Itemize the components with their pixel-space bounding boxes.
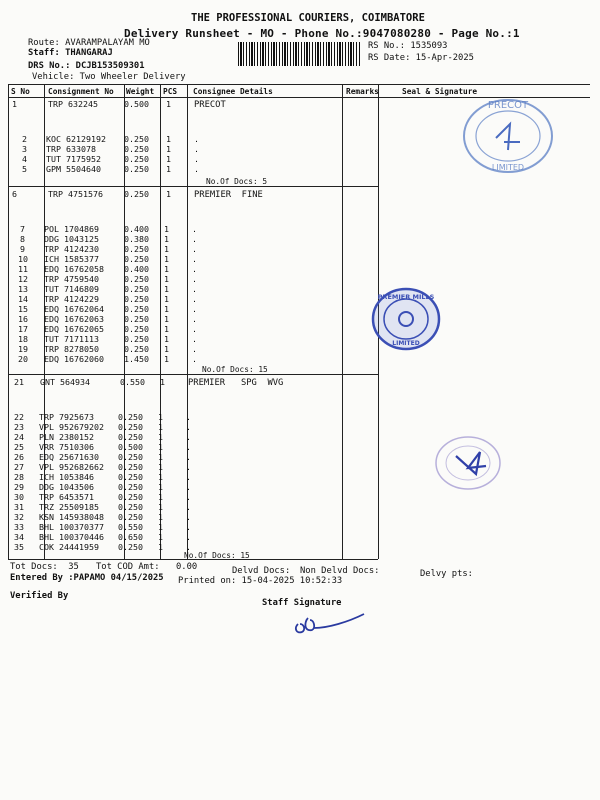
- staff-signature-label: Staff Signature: [262, 598, 342, 608]
- delivered-docs: Delvd Docs:: [232, 566, 291, 576]
- staff-signature: [288, 606, 378, 638]
- vehicle: Vehicle: Two Wheeler Delivery: [32, 72, 186, 82]
- staff: Staff: THANGARAJ: [28, 48, 113, 58]
- total-cod-label: Tot COD Amt:: [96, 562, 160, 572]
- consignee-name: PREMIER FINE: [194, 190, 263, 200]
- delivery-points: Delvy pts:: [420, 569, 473, 579]
- route: Route: AVARAMPALAYAM MO: [28, 38, 150, 48]
- consignee-name: PRECOT: [194, 100, 226, 110]
- rs-number: RS No.: 1535093: [368, 41, 448, 51]
- barcode: [238, 42, 360, 66]
- col-weight: Weight: [126, 87, 155, 96]
- runsheet-subtitle: Delivery Runsheet - MO - Phone No.:9047080280 - Page No.:1: [124, 27, 520, 40]
- company-name: THE PROFESSIONAL COURIERS, COIMBATORE: [191, 12, 425, 24]
- col-pcs: PCS: [163, 87, 178, 96]
- svg-text:LIMITED: LIMITED: [491, 163, 525, 172]
- col-consignee: Consignee Details: [193, 87, 273, 96]
- col-seal-signature: Seal & Signature: [402, 87, 478, 96]
- consignee-name: PREMIER SPG WVG: [188, 378, 284, 388]
- svg-text:PRECOT: PRECOT: [487, 100, 529, 111]
- signature-scribble: [430, 432, 506, 494]
- non-delivered-docs: Non Delvd Docs:: [300, 566, 380, 576]
- precot-stamp: [458, 94, 558, 178]
- total-docs: Tot Docs: 35: [10, 562, 79, 572]
- col-remarks: Remarks: [346, 87, 379, 96]
- no-of-docs: No.Of Docs: 15: [184, 551, 250, 560]
- drs-number: DRS No.: DCJB153509301: [28, 61, 145, 71]
- no-of-docs: No.Of Docs: 15: [202, 365, 268, 374]
- no-of-docs: No.Of Docs: 5: [206, 177, 268, 186]
- verified-by: Verified By: [10, 591, 69, 601]
- total-cod-value: 0.00: [176, 562, 198, 572]
- rs-date: RS Date: 15-Apr-2025: [368, 53, 474, 63]
- premier-mills-stamp: [370, 286, 442, 352]
- svg-text:PREMIER MILLS: PREMIER MILLS: [377, 293, 435, 301]
- entered-by: Entered By :PAPAMO 04/15/2025: [10, 573, 164, 583]
- col-consignment: Consignment No: [48, 87, 114, 96]
- col-sno: S No: [11, 87, 30, 96]
- svg-text:LIMITED: LIMITED: [392, 340, 420, 347]
- printed-on: Printed on: 15-04-2025 10:52:33: [178, 576, 343, 586]
